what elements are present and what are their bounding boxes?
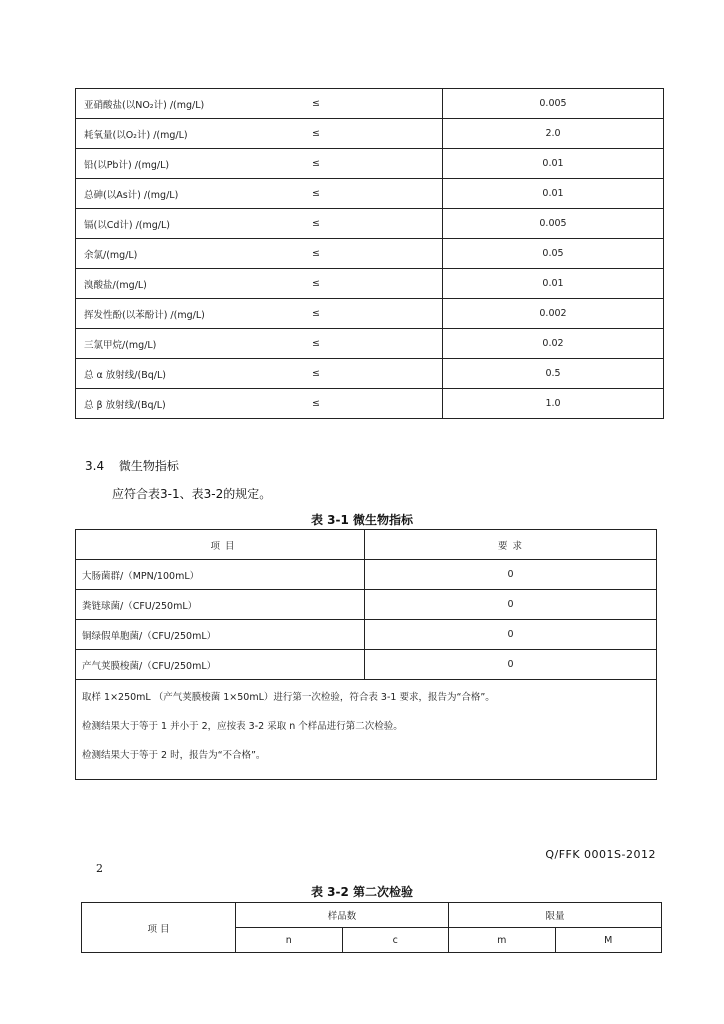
header-sample-count: 样品数 bbox=[236, 903, 449, 928]
row-item: 挥发性酚(以苯酚计) /(mg/L) bbox=[76, 299, 313, 329]
row-value: 0 bbox=[365, 560, 657, 590]
row-value: 0 bbox=[365, 620, 657, 650]
microbial-table bbox=[75, 529, 657, 780]
row-operator: ≤ bbox=[312, 209, 443, 239]
section-paragraph: 应符合表3-1、表3-2的规定。 bbox=[112, 487, 272, 501]
row-value: 0.005 bbox=[443, 209, 664, 239]
table-row bbox=[76, 239, 664, 269]
row-value: 0.01 bbox=[443, 179, 664, 209]
row-item: 镉(以Cd计) /(mg/L) bbox=[76, 209, 313, 239]
table31-caption: 表 3-1 微生物指标 bbox=[310, 513, 414, 527]
row-value: 0 bbox=[365, 650, 657, 680]
row-operator: ≤ bbox=[312, 179, 443, 209]
row-value: 0.05 bbox=[443, 239, 664, 269]
header-limit: 限量 bbox=[449, 903, 662, 928]
section-title: 微生物指标 bbox=[118, 459, 179, 473]
row-item: 耗氧量(以O₂计) /(mg/L) bbox=[76, 119, 313, 149]
table-row bbox=[76, 269, 664, 299]
row-value: 0.002 bbox=[443, 299, 664, 329]
second-test-table bbox=[81, 902, 662, 953]
row-operator: ≤ bbox=[312, 329, 443, 359]
table-row bbox=[76, 329, 664, 359]
section-heading bbox=[85, 457, 179, 474]
table-row bbox=[76, 650, 657, 680]
row-item: 总砷(以As计) /(mg/L) bbox=[76, 179, 313, 209]
row-item: 大肠菌群/（MPN/100mL） bbox=[76, 560, 365, 590]
standard-code: Q/FFK 0001S-2012 bbox=[545, 848, 656, 861]
table-header-row bbox=[76, 530, 657, 560]
section-number: 3.4 bbox=[85, 459, 105, 473]
row-value: 1.0 bbox=[443, 389, 664, 419]
page-number: 2 bbox=[96, 862, 103, 875]
table-row bbox=[76, 620, 657, 650]
row-item: 产气荚膜梭菌/（CFU/250mL） bbox=[76, 650, 365, 680]
row-value: 2.0 bbox=[443, 119, 664, 149]
subheader-c: c bbox=[342, 928, 449, 953]
table-row bbox=[76, 299, 664, 329]
table-header-row bbox=[82, 903, 662, 928]
row-value: 0 bbox=[365, 590, 657, 620]
row-value: 0.01 bbox=[443, 149, 664, 179]
row-operator: ≤ bbox=[312, 89, 443, 119]
table-row bbox=[76, 179, 664, 209]
row-operator: ≤ bbox=[312, 119, 443, 149]
row-operator: ≤ bbox=[312, 149, 443, 179]
header-item: 项 目 bbox=[82, 903, 236, 953]
row-item: 总 α 放射线/(Bq/L) bbox=[76, 359, 313, 389]
table32-caption: 表 3-2 第二次检验 bbox=[310, 885, 414, 899]
note-line: 检测结果大于等于 2 时，报告为“不合格”。 bbox=[82, 750, 266, 761]
row-operator: ≤ bbox=[312, 269, 443, 299]
row-item: 亚硝酸盐(以NO₂计) /(mg/L) bbox=[76, 89, 313, 119]
subheader-M: M bbox=[555, 928, 662, 953]
row-item: 铜绿假单胞菌/（CFU/250mL） bbox=[76, 620, 365, 650]
row-item: 铅(以Pb计) /(mg/L) bbox=[76, 149, 313, 179]
subheader-m: m bbox=[449, 928, 556, 953]
table-row bbox=[76, 119, 664, 149]
row-item: 余氯/(mg/L) bbox=[76, 239, 313, 269]
table-row bbox=[76, 149, 664, 179]
table-row bbox=[76, 209, 664, 239]
row-value: 0.01 bbox=[443, 269, 664, 299]
header-item: 项 目 bbox=[76, 530, 365, 560]
note-line: 检测结果大于等于 1 并小于 2，应按表 3-2 采取 n 个样品进行第二次检验。 bbox=[82, 721, 403, 732]
row-value: 0.02 bbox=[443, 329, 664, 359]
note-line: 取样 1×250mL （产气荚膜梭菌 1×50mL）进行第一次检验，符合表 3-1 要求，报告为“合格”。 bbox=[82, 692, 495, 703]
row-item: 粪链球菌/（CFU/250mL） bbox=[76, 590, 365, 620]
row-value: 0.5 bbox=[443, 359, 664, 389]
row-operator: ≤ bbox=[312, 239, 443, 269]
table-row bbox=[76, 590, 657, 620]
row-item: 总 β 放射线/(Bq/L) bbox=[76, 389, 313, 419]
table-row bbox=[76, 560, 657, 590]
table-row bbox=[76, 89, 664, 119]
row-operator: ≤ bbox=[312, 299, 443, 329]
table-row bbox=[76, 389, 664, 419]
header-requirement: 要 求 bbox=[365, 530, 657, 560]
row-value: 0.005 bbox=[443, 89, 664, 119]
subheader-n: n bbox=[236, 928, 343, 953]
notes-cell bbox=[76, 680, 657, 780]
row-operator: ≤ bbox=[312, 359, 443, 389]
table-row bbox=[76, 359, 664, 389]
row-operator: ≤ bbox=[312, 389, 443, 419]
row-item: 溴酸盐/(mg/L) bbox=[76, 269, 313, 299]
chem-indicator-table bbox=[75, 88, 664, 419]
row-item: 三氯甲烷/(mg/L) bbox=[76, 329, 313, 359]
notes-row bbox=[76, 680, 657, 780]
